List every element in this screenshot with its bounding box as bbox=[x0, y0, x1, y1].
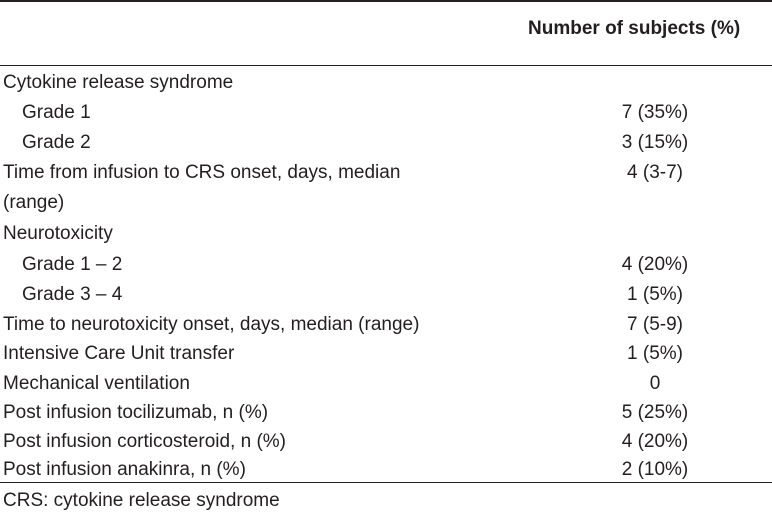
row-value: 7 (5-9) bbox=[627, 314, 683, 335]
row-value: 0 bbox=[649, 373, 661, 394]
row-label: Time to neurotoxicity onset, days, median (range) bbox=[3, 314, 420, 335]
row-label: Grade 2 bbox=[22, 132, 91, 153]
row-value: 3 (15%) bbox=[621, 132, 689, 153]
row-label: Grade 1 bbox=[22, 102, 91, 123]
row-value: 7 (35%) bbox=[621, 102, 689, 123]
row-label: Neurotoxicity bbox=[3, 223, 113, 244]
table-footnote: CRS: cytokine release syndrome bbox=[3, 490, 280, 511]
row-label: Post infusion tocilizumab, n (%) bbox=[3, 402, 269, 423]
row-label: Grade 3 – 4 bbox=[22, 284, 123, 305]
row-value: 4 (20%) bbox=[621, 254, 689, 275]
table-top-rule bbox=[0, 0, 772, 2]
row-label: Post infusion corticosteroid, n (%) bbox=[3, 431, 287, 452]
row-value: 2 (10%) bbox=[621, 459, 689, 480]
row-label: Mechanical ventilation bbox=[3, 373, 190, 394]
row-value: 4 (20%) bbox=[621, 431, 689, 452]
row-label: Grade 1 – 2 bbox=[22, 254, 123, 275]
row-label: Post infusion anakinra, n (%) bbox=[3, 459, 246, 480]
header-separator-rule bbox=[0, 65, 772, 66]
table-bottom-rule bbox=[0, 482, 772, 483]
row-label: Time from infusion to CRS onset, days, median (range) bbox=[3, 162, 401, 213]
row-label: Intensive Care Unit transfer bbox=[3, 343, 235, 364]
row-label: Cytokine release syndrome bbox=[3, 72, 234, 93]
row-value: 1 (5%) bbox=[627, 284, 683, 305]
row-value: 5 (25%) bbox=[621, 402, 689, 423]
row-value: 1 (5%) bbox=[627, 343, 683, 364]
row-value: 4 (3-7) bbox=[627, 162, 683, 183]
column-header-number-of-subjects: Number of subjects (%) bbox=[528, 18, 741, 39]
